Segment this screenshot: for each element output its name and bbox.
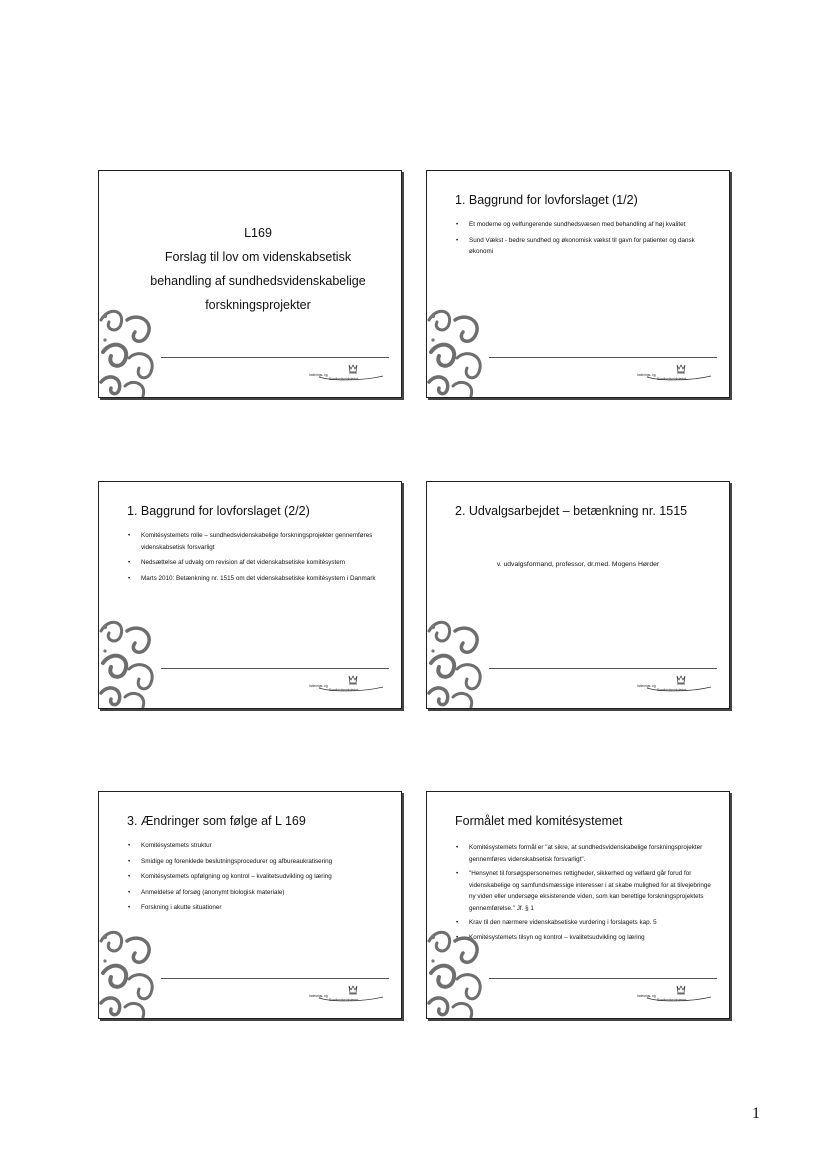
swirl-ornament-icon	[427, 613, 487, 708]
divider	[489, 668, 717, 669]
slide-3	[98, 481, 402, 709]
crown-logo-icon	[301, 984, 387, 1004]
bullet-list	[127, 840, 387, 918]
divider	[489, 357, 717, 358]
swirl-ornament-icon	[99, 613, 159, 708]
swirl-ornament-icon	[427, 923, 487, 1018]
logo-text-2: Sundhedsministeriet	[329, 377, 358, 381]
slide-title: 3. Ændringer som følge af L 169	[127, 814, 306, 828]
logo-text-2: Sundhedsministeriet	[657, 688, 686, 692]
title-line: forskningsprojekter	[205, 298, 311, 312]
slide-title-block	[129, 221, 387, 317]
bullet-item: • Anmeldelse af forsøg (anonymt biologisk materiale)	[127, 887, 387, 899]
crown-logo-icon	[629, 984, 715, 1004]
slide-1	[98, 170, 402, 398]
logo-text-1: Indenrigs- og	[637, 994, 656, 998]
logo-text-2: Sundhedsministeriet	[329, 688, 358, 692]
slide-title: 2. Udvalgsarbejdet – betænkning nr. 1515	[455, 504, 688, 518]
bullet-item: • Komitésystemets rolle – sundhedsvidenskabelige forskningsprojekter gennemføres videnskabsetisk forsvarligt	[127, 530, 387, 553]
bullet-item: • Marts 2010: Betænkning nr. 1515 om det videnskabsetiske komitésystem i Danmark	[127, 573, 387, 585]
bullet-list	[455, 842, 715, 946]
logo-text-2: Sundhedsministeriet	[657, 377, 686, 381]
bullet-item: • Sund Vækst - bedre sundhed og økonomisk vækst til gavn for patienter og dansk økonomi	[455, 235, 715, 258]
logo-text-1: Indenrigs- og	[637, 373, 656, 377]
bullet-list	[127, 530, 387, 588]
bullet-item: • Krav til den nærmere videnskabsetiske vurdering i forslagets kap. 5	[455, 917, 715, 929]
logo-text-2: Sundhedsministeriet	[657, 998, 686, 1002]
logo-text-1: Indenrigs- og	[309, 373, 328, 377]
bullet-item: • Smidige og forenklede beslutningsprocedurer og afbureaukratisering	[127, 856, 387, 868]
swirl-ornament-icon	[99, 923, 159, 1018]
bullet-item: • Komitésystemets struktur	[127, 840, 387, 852]
swirl-ornament-icon	[427, 302, 487, 397]
page-number: 1	[752, 1105, 760, 1122]
bullet-item: • Nedsættelse af udvalg om revision af det videnskabsetiske komitésystem	[127, 557, 387, 569]
bullet-item: • Komitésystemets opfølgning og kontrol – kvalitetsudvikling og læring	[127, 871, 387, 883]
divider	[161, 668, 389, 669]
bullet-item: • Komitésystemets tilsyn og kontrol – kvalitetsudvikling og læring	[455, 932, 715, 944]
slide-6	[426, 791, 730, 1019]
title-line: L169	[244, 226, 272, 240]
bullet-item: • "Hensynet til forsøgspersonernes rettigheder, sikkerhed og velfærd går forud for videnskabelige og samfundsmæssige interesser i at skabe mulighed for at tilvejebringe ny viden eller undersøge eksisterende viden, som kan berettige forskningsprojektets gennemførelse." Jf. § 1	[455, 868, 715, 914]
crown-logo-icon	[301, 363, 387, 383]
slide-4	[426, 481, 730, 709]
bullet-list	[455, 219, 715, 262]
logo-text-2: Sundhedsministeriet	[329, 998, 358, 1002]
logo-text-1: Indenrigs- og	[309, 684, 328, 688]
slide-title: 1. Baggrund for lovforslaget (1/2)	[455, 193, 638, 207]
logo-text-1: Indenrigs- og	[637, 684, 656, 688]
slide-2	[426, 170, 730, 398]
crown-logo-icon	[629, 674, 715, 694]
swirl-ornament-icon	[99, 302, 159, 397]
bullet-item: • Forskning i akutte situationer	[127, 902, 387, 914]
divider	[489, 978, 717, 979]
slide-subtitle: v. udvalgsformand, professor, dr.med. Mogens Hørder	[496, 561, 660, 568]
title-line: Forslag til lov om videnskabsetisk	[164, 250, 352, 264]
bullet-item: • Komitésystemets formål er "at sikre, at sundhedsvidenskabelige forskningsprojekter gennemføres videnskabsetisk forsvarligt".	[455, 842, 715, 865]
bullet-item: • Et moderne og velfungerende sundhedsvæsen med behandling af høj kvalitet	[455, 219, 715, 231]
slide-title: 1. Baggrund for lovforslaget (2/2)	[127, 504, 310, 518]
crown-logo-icon	[629, 363, 715, 383]
slide-5	[98, 791, 402, 1019]
divider	[161, 978, 389, 979]
title-line: behandling af sundhedsvidenskabelige	[150, 274, 366, 288]
divider	[161, 357, 389, 358]
logo-text-1: Indenrigs- og	[309, 994, 328, 998]
crown-logo-icon	[301, 674, 387, 694]
slide-title: Formålet med komitésystemet	[455, 814, 623, 828]
